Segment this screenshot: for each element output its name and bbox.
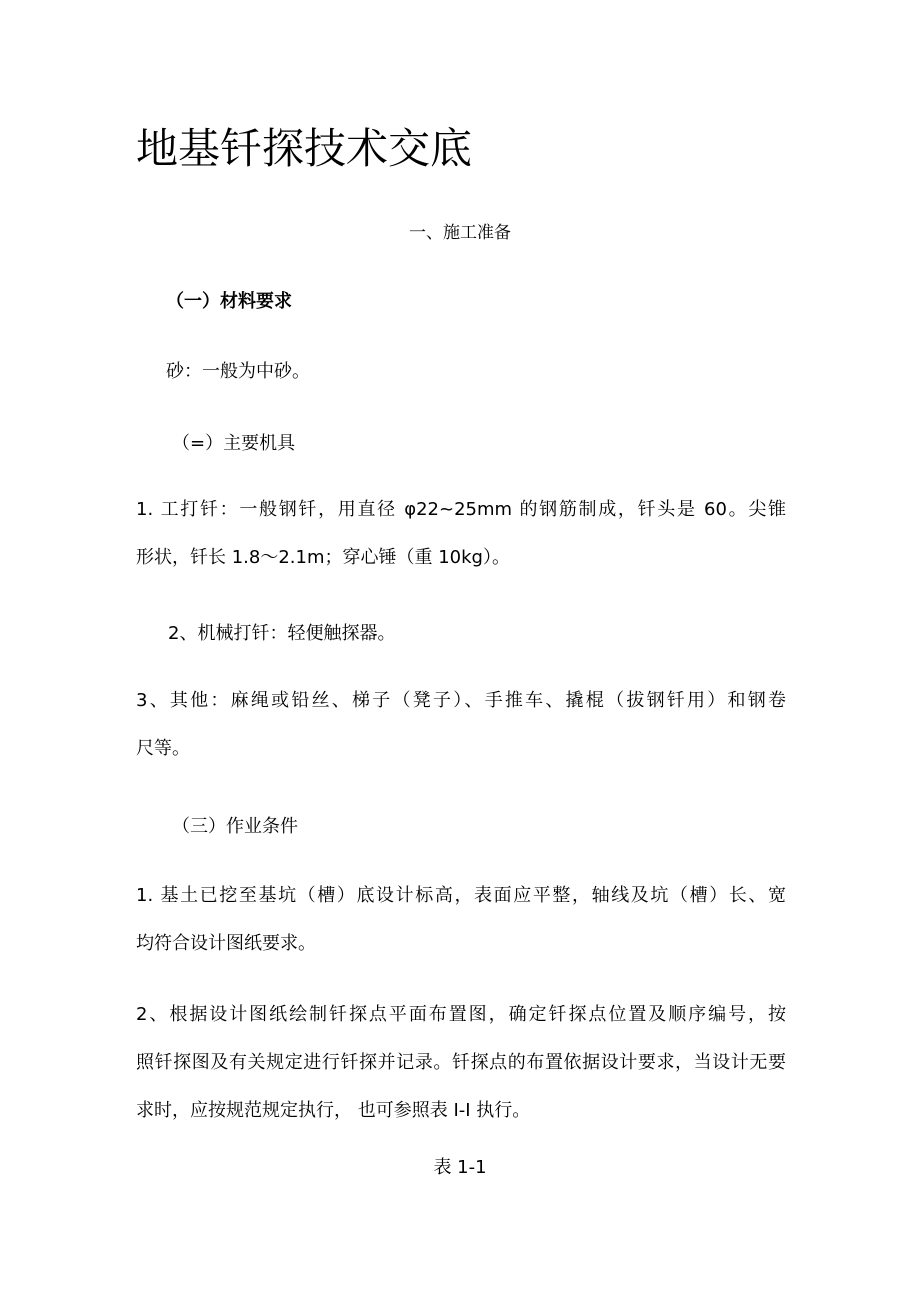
condition-item-2-line-1: 2、根据设计图纸绘制钎探点平面布置图，确定钎探点位置及顺序编号，按 (136, 1004, 786, 1025)
section-heading-preparation: 一、施工准备 (409, 223, 511, 243)
condition-item-2-line-2: 照钎探图及有关规定进行钎探并记录。钎探点的布置依据设计要求，当设计无要 (136, 1052, 786, 1073)
document-title: 地基钎探技术交底 (136, 124, 473, 173)
tools-item-1 (136, 486, 786, 582)
condition-item-2 (136, 991, 786, 1135)
table-caption: 表 1-1 (433, 1157, 487, 1178)
tools-item-3-line-1: 3、其他：麻绳或铅丝、梯子（凳子）、手推车、撬棍（拔钢钎用）和钢卷 (136, 690, 786, 711)
condition-item-1-line-2: 均符合设计图纸要求。 (136, 933, 316, 954)
tools-item-1-line-1: 1. 工打钎：一般钢钎，用直径 φ22~25mm 的钢筋制成，钎头是 60。尖锥 (136, 499, 786, 520)
tools-item-1-line-2: 形状，钎长 1.8～2.1m；穿心锤（重 10kg）。 (136, 547, 510, 568)
condition-item-1 (136, 872, 786, 968)
tools-item-3-line-2: 尺等。 (136, 738, 190, 759)
tools-item-2: 2、机械打钎：轻便触探器。 (168, 623, 396, 644)
condition-item-1-line-1: 1. 基土已挖至基坑（槽）底设计标高，表面应平整，轴线及坑（槽）长、宽 (136, 885, 786, 906)
tools-item-3 (136, 677, 786, 773)
subheading-materials: （一）材料要求 (166, 291, 292, 312)
materials-sand-text: 砂：一般为中砂。 (166, 361, 310, 382)
subheading-work-conditions: （三）作业条件 (172, 816, 298, 837)
subheading-tools: （=）主要机具 (172, 433, 296, 454)
condition-item-2-line-3: 求时，应按规范规定执行， 也可参照表 I-I 执行。 (136, 1100, 531, 1121)
